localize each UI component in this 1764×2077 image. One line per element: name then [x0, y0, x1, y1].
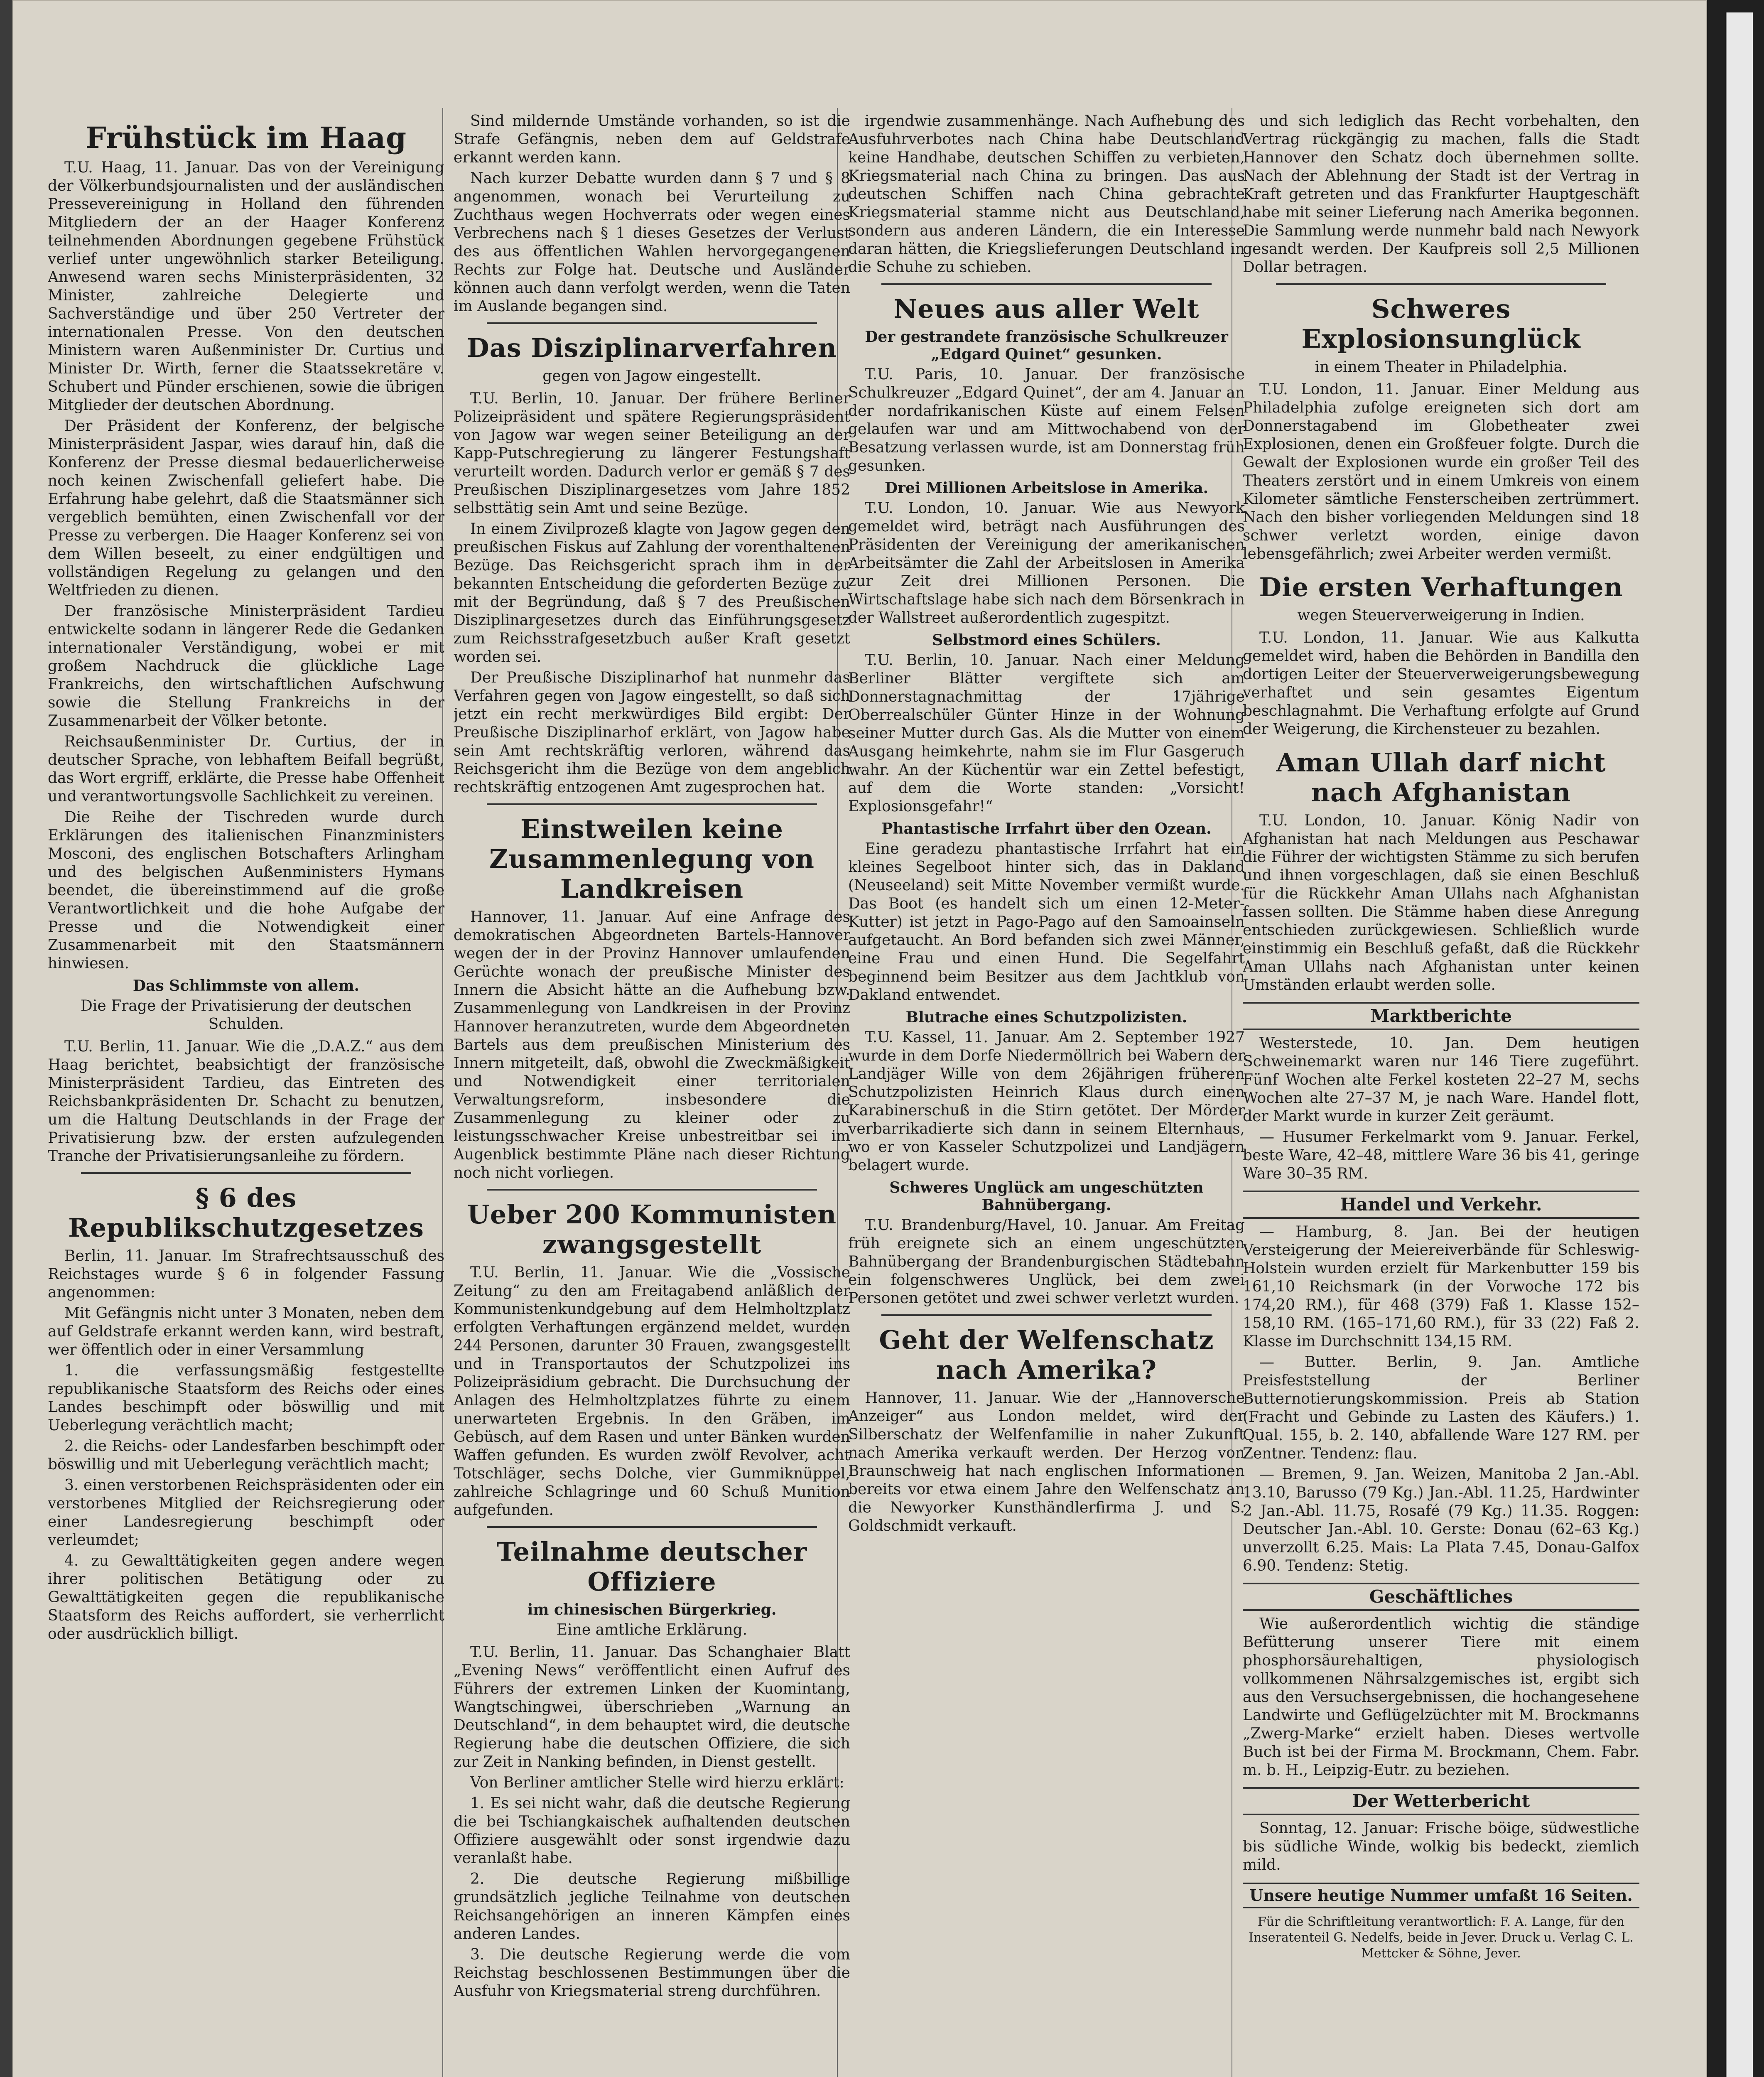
headline-explosion: Schweres Explosionsunglück [1301, 294, 1581, 354]
paragraph: Wie außerordentlich wichtig die ständige Befütterung unserer Tiere mit einem phosphorsäurehaltigen, physiologisch vollkommenen Nährsalzgemisches ist, ergibt sich aus den Versuchsergebnissen, die hochangesehene Landwirte und Geflügelzüchter mit M. Brockmanns „Zwerg-Marke“ erzielt haben. Dieses wertvolle Buch ist bei der Firma M. Brockmann, Chem. Fabr. m. b. H., Leipzig-Eutr. zu beziehen. [1243, 1615, 1639, 1779]
subheadline: im chinesischen Bürgerkrieg. [527, 1601, 777, 1618]
section-header-geschaeftliches: Geschäftliches [1243, 1583, 1639, 1611]
paragraph: Hannover, 11. Januar. Wie der „Hannoversche Anzeiger“ aus London meldet, wird der Silberschatz der Welfenfamilie in naher Zukunft nach Amerika verkauft werden. Der Herzog von Braunschweig hat nach englischen Informationen bereits vor etwa einem Jahre den Welfenschatz an die Newyorker Kunsthändlerfirma J. und S. Goldschmidt verkauft. [848, 1390, 1245, 1534]
column-2 [454, 112, 850, 2077]
newspaper-page [12, 0, 1707, 2077]
subheadline: Der gestrandete französische Schulkreuzer „Edgard Quinet“ gesunken. [865, 328, 1228, 363]
section-header-marktberichte: Marktberichte [1243, 1002, 1639, 1030]
headline-aman-ullah: Aman Ullah darf nicht nach Afghanistan [1276, 747, 1606, 808]
paragraph: T.U. Berlin, 11. Januar. Das Schanghaier Blatt „Evening News“ veröffentlicht einen Aufruf des Führers der extremen Linken der Kuomintang, Wangtschingwei, überschrieben „Warnung an Deutschland“, in dem behauptet wird, die deutsche Regierung habe die deutschen Offiziere, die sich zur Zeit in Nanking befinden, in Dienst gestellt. [454, 1644, 850, 1770]
divider [881, 283, 1212, 285]
paragraph: T.U. Haag, 11. Januar. Das von der Vereinigung der Völkerbundsjournalisten und der ausländischen Pressevereinigung in Holland den führenden Mitgliedern der an der Haager Konferenz teilnehmenden Abordnungen gegebene Frühstück verlief unter ungewöhnlich starker Beteiligung. Anwesend waren sechs Ministerpräsidenten, 32 Minister, zahlreiche Delegierte und Sachverständige und über 250 Vertreter der internationalen Presse. Von den deutschen Ministern waren Außenminister Dr. Curtius und Minister Dr. Wirth, ferner die Staatssekretäre v. Schubert und Pünder erschienen, sowie die übrigen Mitglieder der deutschen Abordnung. [48, 159, 444, 414]
divider [881, 1314, 1212, 1316]
column-3 [848, 112, 1245, 2077]
paragraph: T.U. Paris, 10. Januar. Der französische Schulkreuzer „Edgard Quinet“, der am 4. Januar an der nordafrikanischen Küste auf einem Felsen gelaufen war und am Mittwochabend von der Besatzung verlassen wurde, ist am Donnerstag früh gesunken. [848, 366, 1245, 474]
column-1 [48, 112, 444, 2077]
paragraph: T.U. Berlin, 10. Januar. Nach einer Meldung Berliner Blätter vergiftete sich am Donnerstagnachmittag der 17jährige Oberrealschüler Günter Hinze in der Wohnung seiner Mutter durch Gas. Als die Mutter von einem Ausgang heimkehrte, nahm sie im Flur Gasgeruch wahr. An der Küchentür war ein Zettel befestigt, auf dem die Worte standen: „Vorsicht! Explosionsgefahr!“ [848, 652, 1245, 815]
headline-neues: Neues aus aller Welt [893, 294, 1200, 324]
paragraph: 2. die Reichs- oder Landesfarben beschimpft oder böswillig und mit Ueberlegung verächtlich macht; [48, 1438, 444, 1473]
paragraph: Der Preußische Disziplinarhof hat nunmehr das Verfahren gegen von Jagow eingestellt, so daß sich jetzt ein recht merkwürdiges Bild ergibt: Der Preußische Disziplinarhof erklärt, von Jagow habe sein Amt rechtskräftig verloren, während das Reichsgericht ihm die Bezüge von dem angeblich rechtskräftig entzogenen Amt zugesprochen hat. [454, 669, 850, 796]
subheadline-sub: gegen von Jagow eingestellt. [542, 368, 761, 385]
subheadline-sub: Die Frage der Privatisierung der deutschen Schulden. [81, 997, 412, 1033]
paragraph: Westerstede, 10. Jan. Dem heutigen Schweinemarkt waren nur 146 Tiere zugeführt. Fünf Wochen alte Ferkel kosteten 22–27 M, sechs Wochen alte 27–37 M, je nach Ware. Handel flott, der Markt wurde in kurzer Zeit geräumt. [1243, 1035, 1639, 1125]
paragraph: — Hamburg, 8. Jan. Bei der heutigen Versteigerung der Meiereiverbände für Schleswig-Holstein wurden erzielt für Markenbutter 159 bis 161,10 Reichsmark (in der Vorwoche 172 bis 174,20 RM.), für 468 (379) Faß 1. Klasse 152–158,10 RM. (165–171,60 RM.), für 33 (22) Faß 2. Klasse im Durchschnitt 134,15 RM. [1243, 1223, 1639, 1350]
headline-landkreise: Einstweilen keine Zusammenlegung von Landkreisen [489, 814, 815, 904]
paragraph: 2. Die deutsche Regierung mißbillige grundsätzlich jegliche Teilnahme von deutschen Reichsangehörigen an inneren Kämpfen eines anderen Landes. [454, 1871, 850, 1942]
paragraph: 3. Die deutsche Regierung werde die vom Reichstag beschlossenen Bestimmungen über die Ausfuhr von Kriegsmaterial streng durchführen. [454, 1946, 850, 2000]
paragraph: Sind mildernde Umstände vorhanden, so ist die Strafe Gefängnis, neben dem auf Geldstrafe erkannt werden kann. [454, 113, 850, 166]
paragraph: 1. die verfassungsmäßig festgestellte republikanische Staatsform des Reichs oder eines Landes beschimpft oder böswillig und mit Ueberlegung verächtlich macht; [48, 1362, 444, 1434]
divider [487, 803, 817, 805]
section-header-wetter: Der Wetterbericht [1243, 1787, 1639, 1815]
subheadline: Schweres Unglück am ungeschützten Bahnübergang. [889, 1179, 1204, 1214]
paragraph: Von Berliner amtlicher Stelle wird hierzu erklärt: [470, 1774, 844, 1791]
issue-note: Unsere heutige Nummer umfaßt 16 Seiten. [1243, 1883, 1639, 1908]
headline-kommunisten: Ueber 200 Kommunisten zwangsgestellt [467, 1199, 837, 1259]
subheadline: Blutrache eines Schutzpolizisten. [905, 1009, 1187, 1026]
headline-fruehstueck: Frühstück im Haag [85, 120, 407, 155]
divider [1276, 283, 1606, 285]
divider [487, 1189, 817, 1191]
headline-disziplinarverfahren: Das Disziplinarverfahren [466, 333, 837, 363]
paragraph: — Husumer Ferkelmarkt vom 9. Januar. Ferkel, beste Ware, 42–48, mittlere Ware 36 bis 41, geringe Ware 30–35 RM. [1243, 1129, 1639, 1182]
subheadline-sub: Eine amtliche Erklärung. [556, 1621, 748, 1638]
subheadline: Phantastische Irrfahrt über den Ozean. [881, 820, 1212, 837]
paragraph: T.U. London, 10. Januar. Wie aus Newyork gemeldet wird, beträgt nach Ausführungen des Präsidenten der Vereinigung der amerikanischen Arbeitsämter die Zahl der Arbeitslosen in Amerika zur Zeit drei Millionen Personen. Die Wirtschaftslage habe sich nach dem Börsenkrach in der Wallstreet außerordentlich zugespitzt. [848, 500, 1245, 626]
subheadline-sub: wegen Steuerverweigerung in Indien. [1297, 607, 1585, 624]
paragraph: T.U. Berlin, 10. Januar. Der frühere Berliner Polizeipräsident und spätere Regierungspräsident von Jagow war wegen seiner Beteiligung an der Kapp-Putschregierung zu längerer Festungshaft verurteilt worden. Dadurch verlor er gemäß § 7 des Preußischen Disziplinargesetzes vom Jahre 1852 selbsttätig sein Amt und seine Bezüge. [454, 390, 850, 517]
paragraph: In einem Zivilprozeß klagte von Jagow gegen den preußischen Fiskus auf Zahlung der vorenthaltenen Bezüge. Das Reichsgericht sprach ihm in der bekannten Entscheidung die geforderten Bezüge zu mit der Begründung, daß § 7 des Preußischen Disziplinargesetzes durch das Einführungsgesetz zum Reichsstrafgesetzbuch außer Kraft gesetzt worden sei. [454, 520, 850, 665]
headline-verhaftungen: Die ersten Verhaftungen [1259, 572, 1623, 602]
paragraph: T.U. London, 10. Januar. König Nadir von Afghanistan hat nach Meldungen aus Peschawar die Führer der wichtigsten Stämme zu sich berufen und ihnen vorgeschlagen, daß sie einen Beschluß für die Rückkehr Aman Ullahs nach Afghanistan fassen sollten. Die Stämme haben diese Anregung entschieden zurückgewiesen. Schließlich wurde einstimmig ein Beschluß gefaßt, daß die Rückkehr Aman Ullahs nach Afghanistan unter keinen Umständen erlaubt werden solle. [1243, 812, 1639, 994]
subheadline: Das Schlimmste von allem. [132, 977, 360, 994]
paragraph: Der französische Ministerpräsident Tardieu entwickelte sodann in längerer Rede die Gedanken internationaler Verständigung, wobei er mit großem Nachdruck die glückliche Lage Frankreichs, den wirtschaftlichen Aufschwung sowie die Stellung Frankreichs in der Zusammenarbeit der Völker betonte. [48, 603, 444, 729]
paragraph: T.U. Berlin, 11. Januar. Wie die „Vossische Zeitung“ zu den am Freitagabend anläßlich der Kommunistenkundgebung auf dem Helmholtzplatz erfolgten Verhaftungen ergänzend meldet, wurden 244 Personen, darunter 30 Frauen, zwangsgestellt und in Transportautos der Schutzpolizei ins Polizeipräsidium gebracht. Die Durchsuchung der Anlagen des Helmholtzplatzes führte zu einem unerwarteten Ergebnis. In den Gräben, im Gebüsch, auf dem Rasen und unter Bänken wurden Waffen gefunden. Es wurden zwölf Revolver, acht Totschläger, sechs Dolche, vier Gummiknüppel, zahlreiche Schlagringe und 60 Schuß Munition aufgefunden. [454, 1264, 850, 1519]
paragraph: Die Reihe der Tischreden wurde durch Erklärungen des italienischen Finanzministers Mosconi, des englischen Botschafters Arlingham und des belgischen Außenministers Hymans beendet, die übereinstimmend auf die große Verantwortlichkeit und die hohe Aufgabe der Presse und die Notwendigkeit einer Zusammenarbeit mit den Staatsmännern hinwiesen. [48, 809, 444, 972]
paragraph: Hannover, 11. Januar. Auf eine Anfrage des demokratischen Abgeordneten Bartels-Hannover wegen der in der Provinz Hannover umlaufenden Gerüchte wonach der preußische Minister des Innern die Absicht hätte an die Aufhebung bzw. Zusammenlegung von Landkreisen in der Provinz Hannover heranzutreten, wurde dem Abgeordneten Bartels aus dem preußischen Ministerium des Innern mitgeteilt, daß, obwohl die Zweckmäßigkeit und Notwendigkeit einer territorialen Verwaltungsreform, insbesondere die Zusammenlegung zu kleiner oder zu leistungsschwacher Kreise unbestreitbar sei im Augenblick bestimmte Pläne nach dieser Richtung noch nicht vorliegen. [454, 908, 850, 1181]
column-4 [1243, 112, 1639, 2077]
paragraph: 1. Es sei nicht wahr, daß die deutsche Regierung die bei Tschiangkaischek aufhaltenden deutschen Offiziere ausgewählt oder sonst irgendwie dazu veranlaßt habe. [454, 1795, 850, 1867]
subheadline: Selbstmord eines Schülers. [932, 631, 1161, 649]
paragraph: T.U. London, 11. Januar. Einer Meldung aus Philadelphia zufolge ereigneten sich dort am Donnerstagabend im Globetheater zwei Explosionen, denen ein Großfeuer folgte. Durch die Gewalt der Explosionen wurde ein großer Teil des Theaters zerstört und in einem Umkreis von einem Kilometer sämtliche Fensterscheiben zertrümmert. Nach den bisher vorliegenden Meldungen sind 18 schwer verletzt worden, einige davon lebensgefährlich; zwei Arbeiter werden vermißt. [1243, 381, 1639, 562]
paragraph: T.U. London, 11. Januar. Wie aus Kalkutta gemeldet wird, haben die Behörden in Bandilla den dortigen Leiter der Steuerverweigerungsbewegung verhaftet und sein gesamtes Eigentum beschlagnahmt. Die Verhaftung erfolgte auf Grund der Weigerung, die Kirchensteuer zu bezahlen. [1243, 629, 1639, 738]
divider [487, 322, 817, 324]
divider [81, 1172, 411, 1174]
paragraph: Berlin, 11. Januar. Im Strafrechtsausschuß des Reichstages wurde § 6 in folgender Fassung angenommen: [48, 1247, 444, 1301]
imprint: Für die Schriftleitung verantwortlich: F. A. Lange, für den Inseratenteil G. Nedelfs, beide in Jever. Druck u. Verlag C. L. Mettcker & Söhne, Jever. [1249, 1915, 1634, 1961]
headline-republikschutz: § 6 des Republikschutzgesetzes [68, 1183, 424, 1243]
headline-welfenschatz: Geht der Welfenschatz nach Amerika? [879, 1325, 1214, 1385]
paragraph: Der Präsident der Konferenz, der belgische Ministerpräsident Jaspar, wies darauf hin, daß die Konferenz der Presse diesmal bedauerlicherweise noch keinen Zwischenfall geliefert habe. Die Erfahrung habe gelehrt, daß die Staatsmänner sich vergeblich bemühten, einen Zwischenfall vor der Presse zu verbergen. Die Haager Konferenz sei von dem Willen beseelt, zu einer endgültigen und vollständigen Regelung zu gelangen und den Weltfrieden zu dienen. [48, 417, 444, 599]
paragraph: und sich lediglich das Recht vorbehalten, den Vertrag rückgängig zu machen, falls die Stadt Hannover den Schatz doch übernehmen sollte. Nach der Ablehnung der Stadt ist der Vertrag in Kraft getreten und das Frankfurter Hauptgeschäft habe mit seiner Lieferung nach Amerika begonnen. Die Sammlung werde nunmehr bald nach Newyork gesandt werden. Der Kaufpreis soll 2,5 Millionen Dollar betragen. [1243, 113, 1639, 276]
paragraph: T.U. Kassel, 11. Januar. Am 2. September 1927 wurde in dem Dorfe Niedermöllrich bei Wabern der Landjäger Wille von dem 26jährigen früheren Schutzpolizisten Heinrich Klaus durch einen Karabinerschuß in die Stirn getötet. Der Mörder verbarrikadierte sich dann in seinem Elternhaus, wo er von Kasseler Schutzpolizei und Landjägern belagert wurde. [848, 1029, 1245, 1174]
subheadline: Drei Millionen Arbeitslose in Amerika. [884, 479, 1209, 497]
scan-edge-strip [1726, 12, 1753, 2077]
paragraph: 4. zu Gewalttätigkeiten gegen andere wegen ihrer politischen Betätigung oder zu Gewalttätigkeiten gegen die republikanische Staatsform des Reichs auffordert, sie verherrlicht oder ausdrücklich billigt. [48, 1552, 444, 1642]
paragraph: — Bremen, 9. Jan. Weizen, Manitoba 2 Jan.-Abl. 13.10, Barusso (79 Kg.) Jan.-Abl. 11.25, Hardwinter 2 Jan.-Abl. 11.75, Rosafé (79 Kg.) 11.35. Roggen: Deutscher Jan.-Abl. 10. Gerste: Donau (62–63 Kg.) unverzollt 6.25. Mais: La Plata 7.45, Donau-Galfox 6.90. Tendenz: Stetig. [1243, 1466, 1639, 1574]
paragraph: T.U. Berlin, 11. Januar. Wie die „D.A.Z.“ aus dem Haag berichtet, beabsichtigt der französische Ministerpräsident Tardieu, das Eintreten des Reichsbankpräsidenten Dr. Schacht zu benutzen, um die Haltung Deutschlands in der Frage der Privatisierung bzw. der ersten aufzulegenden Tranche der Privatisierungsanleihe zu fördern. [48, 1038, 444, 1165]
paragraph: 3. einen verstorbenen Reichspräsidenten oder ein verstorbenes Mitglied der Reichsregierung oder einer Landesregierung beschimpft oder verleumdet; [48, 1477, 444, 1549]
headline-offiziere: Teilnahme deutscher Offiziere [496, 1537, 807, 1597]
paragraph: Nach kurzer Debatte wurden dann § 7 und § 8 angenommen, wonach bei Verurteilung zu Zuchthaus wegen Hochverrats oder wegen eines Verbrechens nach § 1 dieses Gesetzes der Verlust des aus öffentlichen Wahlen hervorgegangenen Rechts zur Folge hat. Deutsche und Ausländer können auch dann verfolgt werden, wenn die Taten im Auslande begangen sind. [454, 170, 850, 315]
paragraph: Reichsaußenminister Dr. Curtius, der in deutscher Sprache, von lebhaftem Beifall begrüßt, das Wort ergriff, erklärte, die Presse habe Offenheit und verantwortungsvolle Sachlichkeit zu vereinen. [48, 733, 444, 805]
subheadline-sub: in einem Theater in Philadelphia. [1315, 358, 1568, 376]
paragraph: Sonntag, 12. Januar: Frische böige, südwestliche bis südliche Winde, wolkig bis bedeckt, ziemlich mild. [1243, 1820, 1639, 1873]
paragraph: — Butter. Berlin, 9. Jan. Amtliche Preisfeststellung der Berliner Butternotierungskommission. Preis ab Station (Fracht und Gebinde zu Lasten des Käufers.) 1. Qual. 155, b. 2. 140, abfallende Ware 127 RM. per Zentner. Tendenz: flau. [1243, 1354, 1639, 1462]
paragraph: T.U. Brandenburg/Havel, 10. Januar. Am Freitag früh ereignete sich an einem ungeschützten Bahnübergang der Brandenburgischen Städtebahn ein folgenschweres Unglück, bei dem zwei Personen getötet und zwei schwer verletzt wurden. [848, 1217, 1245, 1307]
divider [487, 1526, 817, 1528]
paragraph: Mit Gefängnis nicht unter 3 Monaten, neben dem auf Geldstrafe erkannt werden kann, wird bestraft, wer öffentlich oder in einer Versammlung [48, 1305, 444, 1358]
paragraph: Eine geradezu phantastische Irrfahrt hat ein kleines Segelboot hinter sich, das in Dakland (Neuseeland) seit Mitte November vermißt wurde. Das Boot (es handelt sich um einen 12-Meter-Kutter) ist jetzt in Pago-Pago auf den Samoainseln aufgetaucht. An Bord befanden sich zwei Männer, eine Frau und einen Hund. Die Segelfahrt beginnend beim Besitzer aus dem Jachtklub von Dakland entwendet. [848, 840, 1245, 1004]
paragraph: irgendwie zusammenhänge. Nach Aufhebung des Ausfuhrverbotes nach China habe Deutschland keine Handhabe, deutschen Schiffen zu verbieten, Kriegsmaterial nach China zu bringen. Das aus deutschen Schiffen nach China gebrachte Kriegsmaterial stamme nicht aus Deutschland, sondern aus anderen Ländern, die ein Interesse daran hätten, die Kriegslieferungen Deutschland in die Schuhe zu schieben. [848, 113, 1245, 276]
section-header-handel: Handel und Verkehr. [1243, 1191, 1639, 1219]
